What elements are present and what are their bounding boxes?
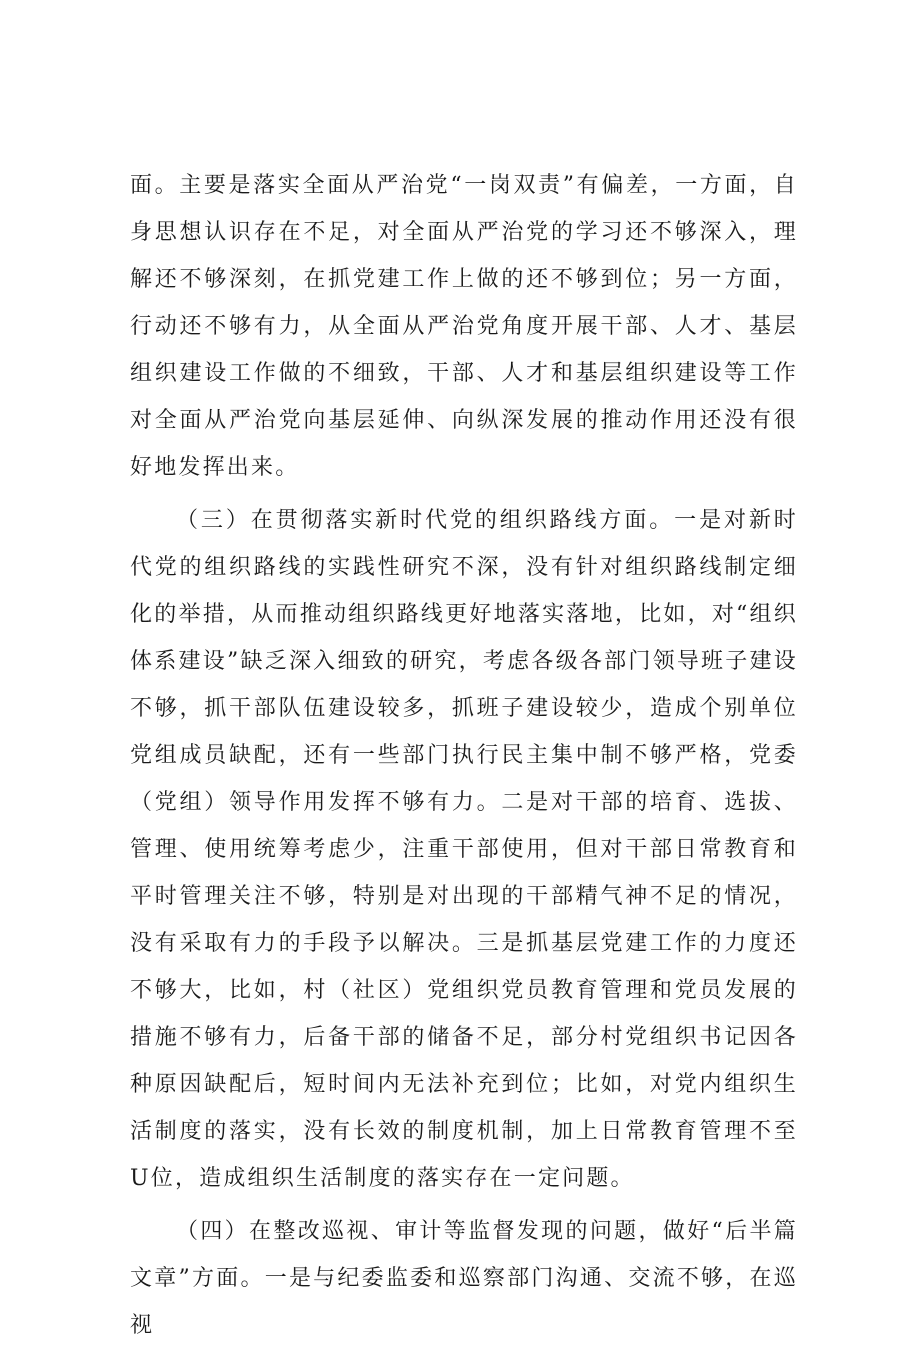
- paragraph-continuation: 面。主要是落实全面从严治党“一岗双责”有偏差，一方面，自身思想认识存在不足，对全面从严治党的学习还不够深入，理解还不够深刻，在抓党建工作上做的还不够到位；另一方面，行动还不够有力，从全面从严治党角度开展干部、人才、基层组织建设工作做的不细致，干部、人才和基层组织建设等工作对全面从严治党向基层延伸、向纵深发展的推动作用还没有很好地发挥出来。: [130, 173, 798, 480]
- paragraph-section-3: （三）在贯彻落实新时代党的组织路线方面。一是对新时代党的组织路线的实践性研究不深，没有针对组织路线制定细化的举措，从而推动组织路线更好地落实落地，比如，对“组织体系建设”缺乏深入细致的研究，考虑各级各部门领导班子建设不够，抓干部队伍建设较多，抓班子建设较少，造成个别单位党组成员缺配，还有一些部门执行民主集中制不够严格，党委（党组）领导作用发挥不够有力。二是对干部的培育、选拔、管理、使用统筹考虑少，注重干部使用，但对干部日常教育和平时管理关注不够，特别是对出现的干部精气神不足的情况，没有采取有力的手段予以解决。三是抓基层党建工作的力度还不够大，比如，村（社区）党组织党员教育管理和党员发展的措施不够有力，后备干部的储备不足，部分村党组织书记因各种原因缺配后，短时间内无法补充到位；比如，对党内组织生活制度的落实，没有长效的制度机制，加上日常教育管理不至U位，造成组织生活制度的落实存在一定问题。: [130, 508, 798, 1191]
- paragraph-section-4: （四）在整改巡视、审计等监督发现的问题，做好“后半篇文章”方面。一是与纪委监委和巡察部门沟通、交流不够，在巡视: [130, 1219, 798, 1338]
- document-body: [130, 162, 798, 1355]
